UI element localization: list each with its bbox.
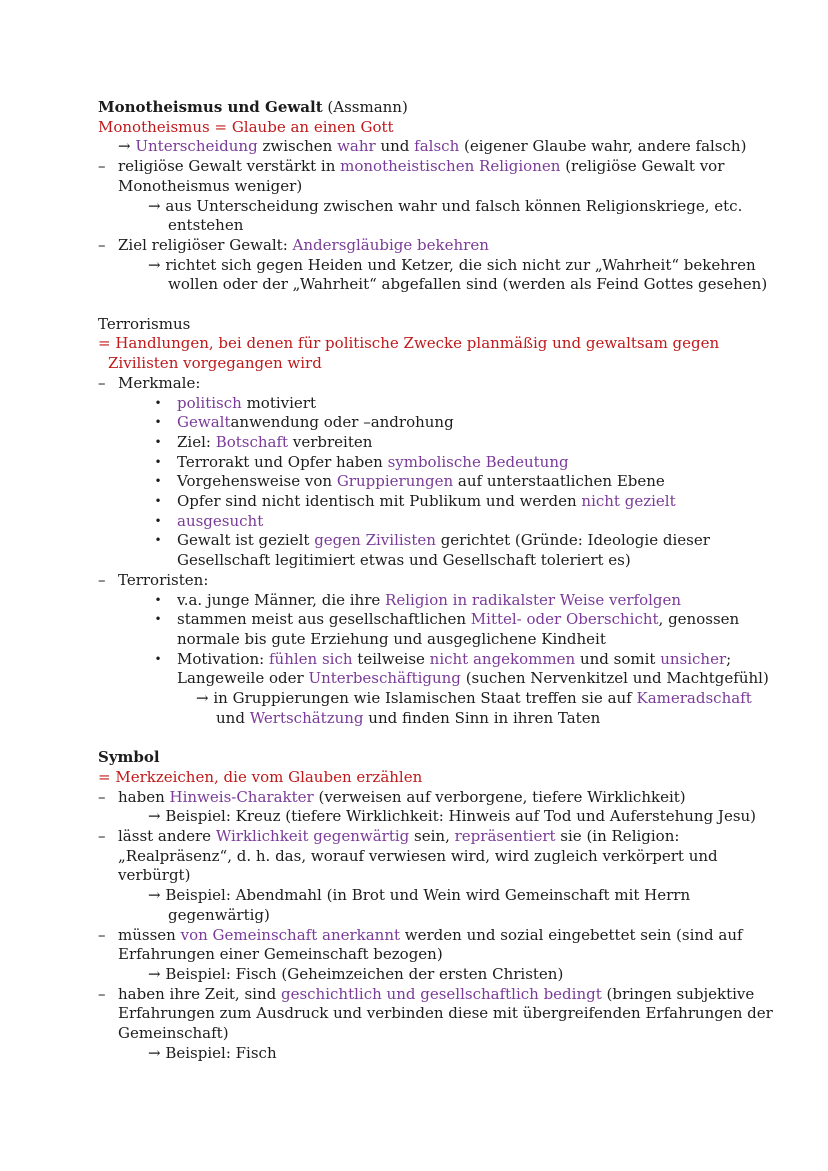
list-item: [98, 650, 738, 670]
definition-terrorismus: = Handlungen, bei denen für politische Zwecke planmäßig und gewaltsam gegen: [98, 334, 720, 353]
arrow-point: [98, 255, 756, 276]
text: Beispiel: Abendmahl (in Brot und Wein wird Gemeinschaft mit Herrn: [165, 886, 691, 905]
continuation: verbürgt): [118, 866, 191, 885]
text: ;: [726, 649, 732, 668]
arrow-point: [98, 196, 743, 217]
point-religioese-gewalt: [98, 157, 738, 177]
text: (religiöse Gewalt vor: [560, 157, 725, 176]
list-item: [98, 492, 738, 512]
text: haben ihre Zeit, sind: [118, 984, 281, 1003]
dash-icon: –: [98, 826, 106, 845]
text: in Gruppierungen wie Islamischen Staat treffen sie auf: [213, 689, 637, 708]
highlight-text: Mittel- oder Oberschicht: [470, 610, 659, 629]
arrow-icon: →: [148, 964, 161, 983]
text: gerichtet (Gründe: Ideologie dieser: [435, 531, 710, 550]
definition-monotheismus: Monotheismus = Glaube an einen Gott: [98, 117, 394, 136]
dash-icon: –: [98, 984, 106, 1003]
text: , genossen: [658, 610, 740, 629]
text: Motivation:: [177, 649, 269, 668]
highlight-text: Hinweis-Charakter: [169, 787, 314, 806]
continuation: Erfahrungen einer Gemeinschaft bezogen): [118, 945, 443, 964]
highlight-text: gegen Zivilisten: [314, 531, 436, 550]
point-gemeinschaft: [98, 925, 743, 946]
highlight-text: falsch: [414, 137, 460, 156]
text: und finden Sinn in ihren Taten: [363, 708, 601, 727]
highlight-text: nicht gezielt: [581, 492, 676, 511]
text: Beispiel: Fisch: [165, 1043, 277, 1062]
highlight-text: Botschaft: [215, 432, 289, 451]
continuation: [98, 709, 738, 729]
highlight-text: politisch: [177, 393, 242, 412]
continuation: normale bis gute Erziehung und ausgeglichene Kindheit: [177, 629, 606, 648]
arrow-point: [98, 807, 757, 827]
highlight-text: geschichtlich und gesellschaftlich bedingt: [280, 984, 602, 1003]
arrow-point: [98, 965, 738, 985]
text: motiviert: [241, 393, 317, 412]
highlight-text: repräsentiert: [454, 826, 556, 845]
highlight-text: ausgesucht: [177, 511, 264, 530]
dash-icon: –: [98, 235, 106, 254]
highlight-text: Andersgläubige bekehren: [292, 235, 489, 254]
text: und: [375, 137, 415, 156]
text: Beispiel: Fisch (Geheimzeichen der ersten Christen): [165, 964, 564, 983]
list-item: [98, 453, 738, 473]
text: Beispiel: Kreuz (tiefere Wirklichkeit: Hinweis auf Tod und Auferstehung Jesu): [165, 807, 757, 826]
continuation: Monotheismus weniger): [118, 176, 303, 195]
list-item: [98, 433, 738, 453]
bullet-icon: •: [154, 513, 162, 528]
dash-icon: –: [98, 787, 106, 806]
text: werden und sozial eingebettet sein (sind auf: [400, 925, 743, 944]
arrow-icon: →: [196, 689, 209, 708]
point-zeit: [98, 984, 755, 1005]
continuation: [98, 669, 769, 689]
list-item: [98, 472, 738, 492]
text: auf unterstaatlichen Ebene: [453, 472, 665, 491]
text: (suchen Nervenkitzel und Machtgefühl): [460, 669, 769, 688]
arrow-point: [98, 886, 738, 906]
text: Ziel religiöser Gewalt:: [118, 235, 293, 254]
bullet-icon: •: [154, 474, 162, 489]
text: aus Unterscheidung zwischen wahr und falsch können Religionskriege, etc.: [165, 196, 743, 215]
text: Gewalt ist gezielt: [177, 531, 315, 550]
text: richtet sich gegen Heiden und Ketzer, die sich nicht zur „Wahrheit“ bekehren: [165, 255, 756, 274]
arrow-point: [98, 689, 752, 709]
title-rest: (Assmann): [322, 98, 408, 116]
highlight-text: symbolische Bedeutung: [387, 452, 569, 471]
dash-icon: –: [98, 925, 106, 944]
list-item: [98, 591, 738, 611]
text: religiöse Gewalt verstärkt in: [118, 157, 341, 176]
list-item: [98, 394, 738, 414]
text: lässt andere: [118, 826, 216, 845]
list-item: [98, 512, 738, 532]
text: sie (in Religion:: [555, 826, 680, 845]
bullet-icon: •: [154, 395, 162, 410]
text: Terroristen:: [118, 570, 209, 589]
bullet-icon: •: [154, 592, 162, 607]
highlight-text: monotheistischen Religionen: [340, 157, 561, 176]
highlight-text: nicht angekommen: [429, 649, 576, 668]
highlight-text: fühlen sich: [268, 649, 353, 668]
text: teilweise: [352, 649, 430, 668]
text: v.a. junge Männer, die ihre: [177, 590, 386, 609]
text: (verweisen auf verborgene, tiefere Wirklichkeit): [313, 787, 686, 806]
dash-icon: –: [98, 570, 106, 589]
text: Merkmale:: [118, 373, 201, 392]
text: und somit: [575, 649, 661, 668]
point-merkmale: [98, 374, 738, 394]
point-terroristen: [98, 571, 738, 591]
continuation: Erfahrungen zum Ausdruck und verbinden diese mit übergreifenden Erfahrungen der: [118, 1004, 773, 1023]
highlight-text: Gruppierungen: [336, 472, 454, 491]
continuation: entstehen: [168, 216, 244, 235]
highlight-text: von Gemeinschaft anerkannt: [180, 925, 401, 944]
highlight-text: Wirklichkeit gegenwärtig: [215, 826, 410, 845]
continuation: „Realpräsenz“, d. h. das, worauf verwiesen wird, wird zugleich verkörpert und: [118, 846, 718, 865]
text: (bringen subjektive: [601, 984, 755, 1003]
arrow-icon: →: [148, 886, 161, 905]
bullet-icon: •: [154, 454, 162, 469]
text: Ziel:: [177, 432, 216, 451]
arrow-icon: →: [148, 255, 161, 274]
highlight-text: unsicher: [660, 649, 727, 668]
point-hinweis: [98, 788, 738, 808]
list-item: [98, 413, 738, 433]
arrow-point: [98, 1044, 738, 1064]
highlight-text: Unterscheidung: [135, 137, 258, 156]
text: haben: [118, 787, 170, 806]
text: sein,: [409, 826, 455, 845]
text: Vorgehensweise von: [177, 472, 337, 491]
point-wirklichkeit: [98, 827, 738, 847]
highlight-text: Religion in radikalster Weise verfolgen: [385, 590, 682, 609]
title-bold: Monotheismus und Gewalt: [98, 98, 323, 116]
section-title-symbol: Symbol: [98, 748, 160, 767]
bullet-icon: •: [154, 533, 162, 548]
continuation: gegenwärtig): [168, 905, 270, 924]
point-unterscheidung: [98, 137, 747, 157]
text: stammen meist aus gesellschaftlichen: [177, 610, 471, 629]
document-content: [98, 98, 773, 1063]
continuation: Gemeinschaft): [118, 1024, 229, 1043]
arrow-icon: →: [148, 807, 161, 826]
highlight-text: wahr: [337, 137, 376, 156]
bullet-icon: •: [154, 494, 162, 509]
text: verbreiten: [288, 432, 373, 451]
dash-icon: –: [98, 373, 106, 392]
text: (eigener Glaube wahr, andere falsch): [459, 137, 747, 156]
text: Terrorakt und Opfer haben: [177, 452, 388, 471]
list-item: [98, 610, 738, 630]
highlight-text: Kameradschaft: [636, 689, 752, 708]
text: anwendung oder –androhung: [230, 413, 454, 432]
dash-icon: –: [98, 157, 106, 176]
arrow-icon: →: [118, 137, 131, 156]
section-title-monotheismus: [98, 98, 738, 118]
arrow-icon: →: [148, 1043, 161, 1062]
definition-terrorismus-cont: Zivilisten vorgegangen wird: [108, 354, 322, 373]
text: zwischen: [257, 137, 338, 156]
list-item: [98, 531, 738, 551]
text: Langeweile oder: [177, 669, 309, 688]
continuation: wollen oder der „Wahrheit“ abgefallen sind (werden als Feind Gottes gesehen): [168, 275, 768, 294]
bullet-icon: •: [154, 612, 162, 627]
text: müssen: [118, 925, 181, 944]
section-title-terrorismus: Terrorismus: [98, 314, 191, 333]
bullet-icon: •: [154, 415, 162, 430]
definition-symbol: = Merkzeichen, die vom Glauben erzählen: [98, 767, 423, 786]
arrow-icon: →: [148, 196, 161, 215]
bullet-icon: •: [154, 434, 162, 449]
text: und: [216, 708, 250, 727]
text: Opfer sind nicht identisch mit Publikum und werden: [177, 492, 582, 511]
highlight-text: Unterbeschäftigung: [308, 669, 461, 688]
highlight-text: Wertschätzung: [249, 708, 364, 727]
continuation: Gesellschaft legitimiert etwas und Gesellschaft toleriert es): [177, 551, 631, 570]
bullet-icon: •: [154, 651, 162, 666]
point-ziel: [98, 236, 738, 256]
highlight-text: Gewalt: [177, 413, 231, 432]
